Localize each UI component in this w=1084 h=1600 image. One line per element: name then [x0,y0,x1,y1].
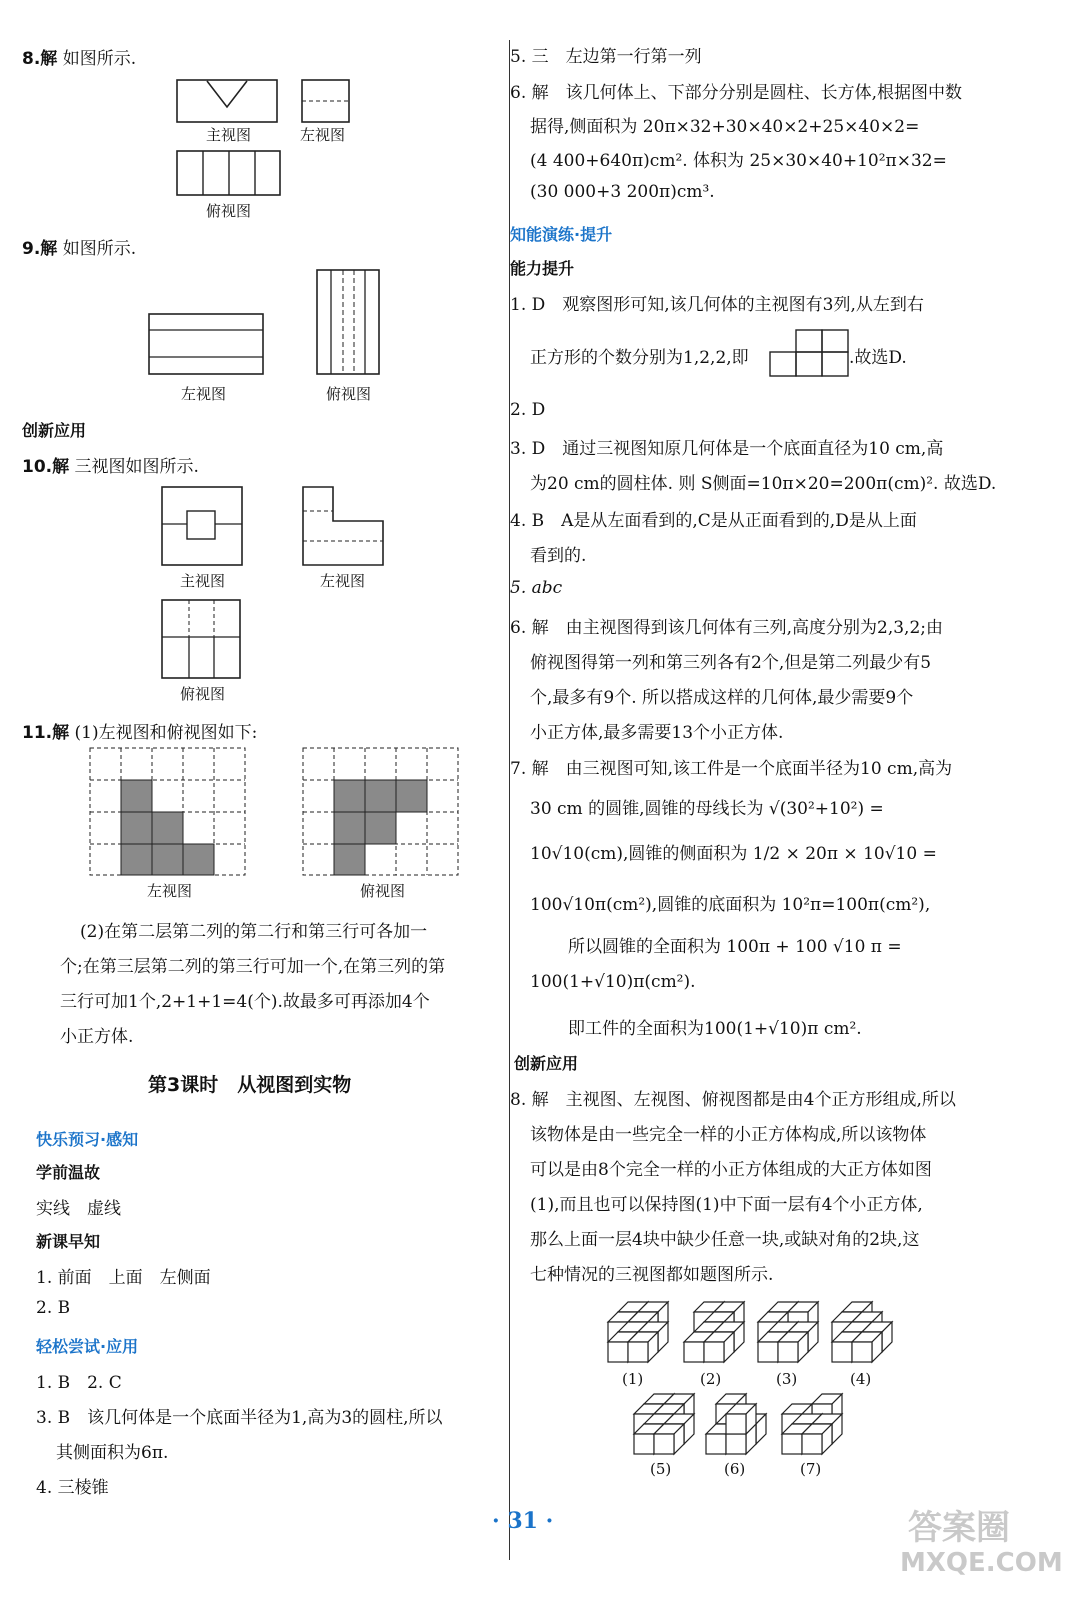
q11-grid-figures [90,748,470,883]
q9-figure [147,268,387,388]
text-line: 其侧面积为6π. [56,1443,169,1463]
text-line: 5. 三 左边第一行第一列 [510,47,702,67]
text-line: 3. B 该几何体是一个底面半径为1,高为3的圆柱,所以 [36,1408,443,1428]
text-line: 三行可加1个,2+1+1=4(个).故最多可再添加4个 [60,992,430,1012]
text-line: 6. 解 该几何体上、下部分分别是圆柱、长方体,根据图中数 [510,83,963,103]
lesson-title: 第3课时 从视图到实物 [148,1074,352,1096]
caption: 左视图 [181,385,227,403]
subheading: 能力提升 [510,259,575,278]
text-line: 为20 cm的圆柱体. 则 S侧面=10π×20=200π(cm)². 故选D. [530,474,997,494]
text-line: 3. D 通过三视图知原几何体是一个底面直径为10 cm,高 [510,439,944,459]
text-line: 小正方体. [60,1027,134,1047]
cube-label: (5) [650,1460,672,1478]
text-line: 1. D 观察图形可知,该几何体的主视图有3列,从左到右 [510,295,924,315]
cube-label: (1) [622,1370,644,1388]
text-line: 100(1+√10)π(cm²). [530,972,696,992]
subheading: 新课早知 [36,1232,101,1251]
text-line: 个;在第三层第二列的第三行可加一个,在第三列的第 [60,957,446,977]
caption: 俯视图 [180,685,226,703]
caption: 俯视图 [206,202,252,220]
text-line: 1. 前面 上面 左侧面 [36,1268,211,1288]
q8-line: 8.解 如图所示. [22,49,137,69]
text-line: 30 cm 的圆锥,圆锥的母线长为 √(30²+10²) = [530,799,884,819]
text-line: (2)在第二层第二列的第二行和第三行可各加一 [80,922,428,942]
text-line: 个,最多有9个. 所以搭成这样的几何体,最少需要9个 [530,688,914,708]
watermark-url: MXQE.COM [900,1548,1063,1578]
text-line: 8. 解 主视图、左视图、俯视图都是由4个正方形组成,所以 [510,1090,956,1110]
q10-line: 10.解 三视图如图所示. [22,457,199,477]
cube-label: (7) [800,1460,822,1478]
page-number: · 31 · [492,1508,554,1534]
text-line: 2. B [36,1298,71,1318]
text-line: 正方形的个数分别为1,2,2,即 [530,348,749,368]
text-line: 5. abc [510,578,563,598]
cube-label: (3) [776,1370,798,1388]
a1-front-view-figure [768,328,858,378]
text-line: (4 400+640π)cm². 体积为 25×30×40+10²π×32= [530,151,947,171]
q8-figure [175,75,355,215]
caption: 俯视图 [360,882,406,900]
text-line: 10√10(cm),圆锥的侧面积为 1/2 × 20π × 10√10 = [530,844,937,864]
text-line: 七种情况的三视图都如题图所示. [530,1265,774,1285]
section-drill: 知能演练·提升 [510,225,613,244]
text-line: (1),而且也可以保持图(1)中下面一层有4个小正方体, [530,1195,923,1215]
cube-label: (4) [850,1370,872,1388]
text-line: 那么上面一层4块中缺少任意一块,或缺对角的2块,这 [530,1230,920,1250]
text-line: 据得,侧面积为 20π×32+30×40×2+25×40×2= [530,117,920,137]
section-innovation: 创新应用 [514,1054,579,1073]
caption: 左视图 [147,882,193,900]
text-line: (30 000+3 200π)cm³. [530,182,715,202]
text-line: 所以圆锥的全面积为 100π + 100 √10 π = [568,937,902,957]
text-line: 小正方体,最多需要13个小正方体. [530,723,784,743]
cube-label: (2) [700,1370,722,1388]
q9-line: 9.解 如图所示. [22,239,137,259]
text-line: 2. D [510,400,546,420]
caption: 左视图 [300,126,346,144]
caption: 主视图 [180,572,226,590]
cube-label: (6) [724,1460,746,1478]
text-line: 4. B A是从左面看到的,C是从正面看到的,D是从上面 [510,511,917,531]
section-innovation: 创新应用 [22,421,87,440]
text-line: 俯视图得第一列和第三列各有2个,但是第二列最少有5 [530,653,932,673]
subheading: 学前温故 [36,1163,101,1182]
q11-line: 11.解 (1)左视图和俯视图如下: [22,723,258,743]
text-line: .故选D. [849,348,907,368]
text-line: 看到的. [530,546,587,566]
text-line: 实线 虚线 [36,1199,121,1219]
text-line: 1. B 2. C [36,1373,122,1393]
text-line: 100√10π(cm²),圆锥的底面积为 10²π=100π(cm²), [530,895,931,915]
caption: 俯视图 [326,385,372,403]
section-try: 轻松尝试·应用 [36,1337,139,1356]
text-line: 可以是由8个完全一样的小正方体组成的大正方体如图 [530,1160,932,1180]
text-line: 该物体是由一些完全一样的小正方体构成,所以该物体 [530,1125,927,1145]
text-line: 6. 解 由主视图得到该几何体有三列,高度分别为2,3,2;由 [510,618,944,638]
caption: 左视图 [320,572,366,590]
text-line: 即工件的全面积为100(1+√10)π cm². [568,1019,862,1039]
caption: 主视图 [206,126,252,144]
text-line: 4. 三棱锥 [36,1478,109,1498]
section-preview: 快乐预习·感知 [36,1130,139,1149]
watermark-logo: 答案圈 [908,1508,1010,1548]
text-line: 7. 解 由三视图可知,该工件是一个底面半径为10 cm,高为 [510,759,953,779]
